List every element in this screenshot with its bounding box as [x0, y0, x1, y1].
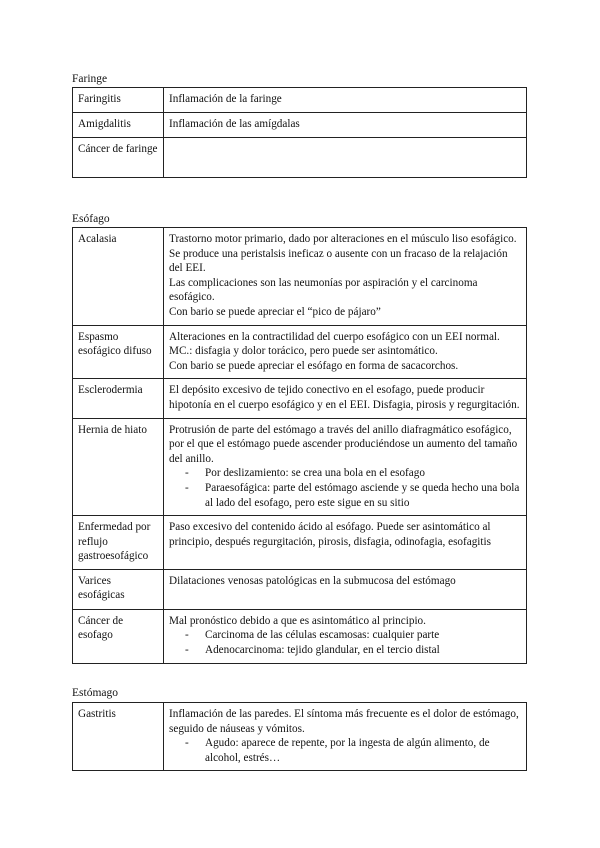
- list-item: - Carcinoma de las células escamosas: cualquier parte: [185, 628, 521, 643]
- term-cell: [73, 88, 164, 113]
- definition-text: Alteraciones en la contractilidad del cuerpo esofágico con un EEI normal. MC.: disfagia y dolor torácico, pero puede ser asintomático.: [169, 330, 500, 358]
- definition-cell: [164, 379, 527, 418]
- definition-cell: [164, 138, 527, 178]
- table-estomago: [72, 702, 527, 771]
- term-cell: [73, 379, 164, 418]
- definition-text: El depósito excesivo de tejido conectivo en el esofago, puede producir hipotonía en el cuerpo esofágico y en el EEI. Disfagia, pirosis y regurgitación.: [169, 384, 520, 411]
- definition-text: Inflamación de la faringe: [169, 93, 282, 105]
- definition-text: Con bario se puede apreciar el esófago en forma de sacacorchos.: [169, 359, 459, 372]
- definition-text: Mal pronóstico debido a que es asintomático al principio.: [169, 614, 426, 627]
- definition-cell: [164, 569, 527, 609]
- term-cell: [73, 325, 164, 379]
- term-text: Enfermedad por reflujo gastroesofágico: [78, 521, 151, 563]
- term-cell: [73, 418, 164, 516]
- term-cell: [73, 228, 164, 326]
- term-text: Hernia de hiato: [78, 423, 147, 436]
- term-text: Esclerodermia: [78, 384, 143, 397]
- term-text: Espasmo esofágico difuso: [78, 330, 152, 358]
- table-row: [73, 113, 527, 138]
- table-esofago: [72, 227, 527, 664]
- list-item: - Por deslizamiento: se crea una bola en el esofago: [185, 466, 521, 481]
- section-title: Estómago: [72, 687, 118, 699]
- definition-cell: [164, 418, 527, 516]
- table-row: [73, 516, 527, 570]
- term-cell: [73, 516, 164, 570]
- table-row: [73, 88, 527, 113]
- term-text: Gastritis: [78, 708, 116, 720]
- section-title: Faringe: [72, 73, 108, 85]
- term-cell: [73, 609, 164, 663]
- table-row: [73, 569, 527, 609]
- table-row: [73, 609, 527, 663]
- table-faringe: [72, 87, 527, 178]
- definition-text: Inflamación de las amígdalas: [169, 118, 300, 130]
- definition-list: [169, 466, 521, 510]
- definition-list: [169, 736, 521, 765]
- definition-cell: [164, 516, 527, 570]
- list-item: - Agudo: aparece de repente, por la ingesta de algún alimento, de alcohol, estrés…: [185, 736, 521, 765]
- table-row: [73, 138, 527, 178]
- definition-text: Paso excesivo del contenido ácido al esófago. Puede ser asintomático al principio, después regurgitación, pirosis, disfagia, odinofagia, esofagitis: [169, 521, 491, 548]
- term-text: Acalasia: [78, 233, 117, 245]
- definition-cell: [164, 228, 527, 326]
- table-row: [73, 703, 527, 771]
- term-text: Cáncer de faringe: [78, 143, 158, 155]
- definition-cell: [164, 113, 527, 138]
- definition-cell: [164, 703, 527, 771]
- section-title: Esófago: [72, 213, 110, 225]
- term-cell: [73, 703, 164, 771]
- term-cell: [73, 113, 164, 138]
- term-text: Cáncer de esofago: [78, 614, 124, 642]
- table-row: [73, 379, 527, 418]
- definition-text: Trastorno motor primario, dado por alteraciones en el músculo liso esofágico. Se produce una peristalsis ineficaz o ausente con un fracaso de la relajación del EEI.: [169, 233, 517, 275]
- table-row: [73, 325, 527, 379]
- definition-text: Inflamación de las paredes. El síntoma más frecuente es el dolor de estómago, seguido de náuseas y vómitos.: [169, 708, 519, 735]
- definition-cell: [164, 609, 527, 663]
- table-row: [73, 418, 527, 516]
- term-text: Amigdalitis: [78, 118, 131, 130]
- term-text: Faringitis: [78, 93, 121, 105]
- term-text: Varices esofágicas: [78, 574, 125, 602]
- term-cell: [73, 138, 164, 178]
- definition-text: Protrusión de parte del estómago a través del anillo diafragmático esofágico, por el que el estómago puede ascender produciéndose un aumento del tamaño del anillo.: [169, 423, 518, 465]
- list-item: - Adenocarcinoma: tejido glandular, en el tercio distal: [185, 643, 521, 658]
- definition-cell: [164, 88, 527, 113]
- definition-list: [169, 628, 521, 657]
- term-cell: [73, 569, 164, 609]
- list-item: - Paraesofágica: parte del estómago asciende y se queda hecho una bola al lado del esofago, pero este sigue en su sitio: [185, 481, 521, 510]
- definition-cell: [164, 325, 527, 379]
- definition-text: Dilataciones venosas patológicas en la submucosa del estómago: [169, 574, 456, 587]
- definition-text: Con bario se puede apreciar el “pico de pájaro”: [169, 305, 381, 318]
- table-row: [73, 228, 527, 326]
- definition-text: Las complicaciones son las neumonías por aspiración y el carcinoma esofágico.: [169, 276, 478, 304]
